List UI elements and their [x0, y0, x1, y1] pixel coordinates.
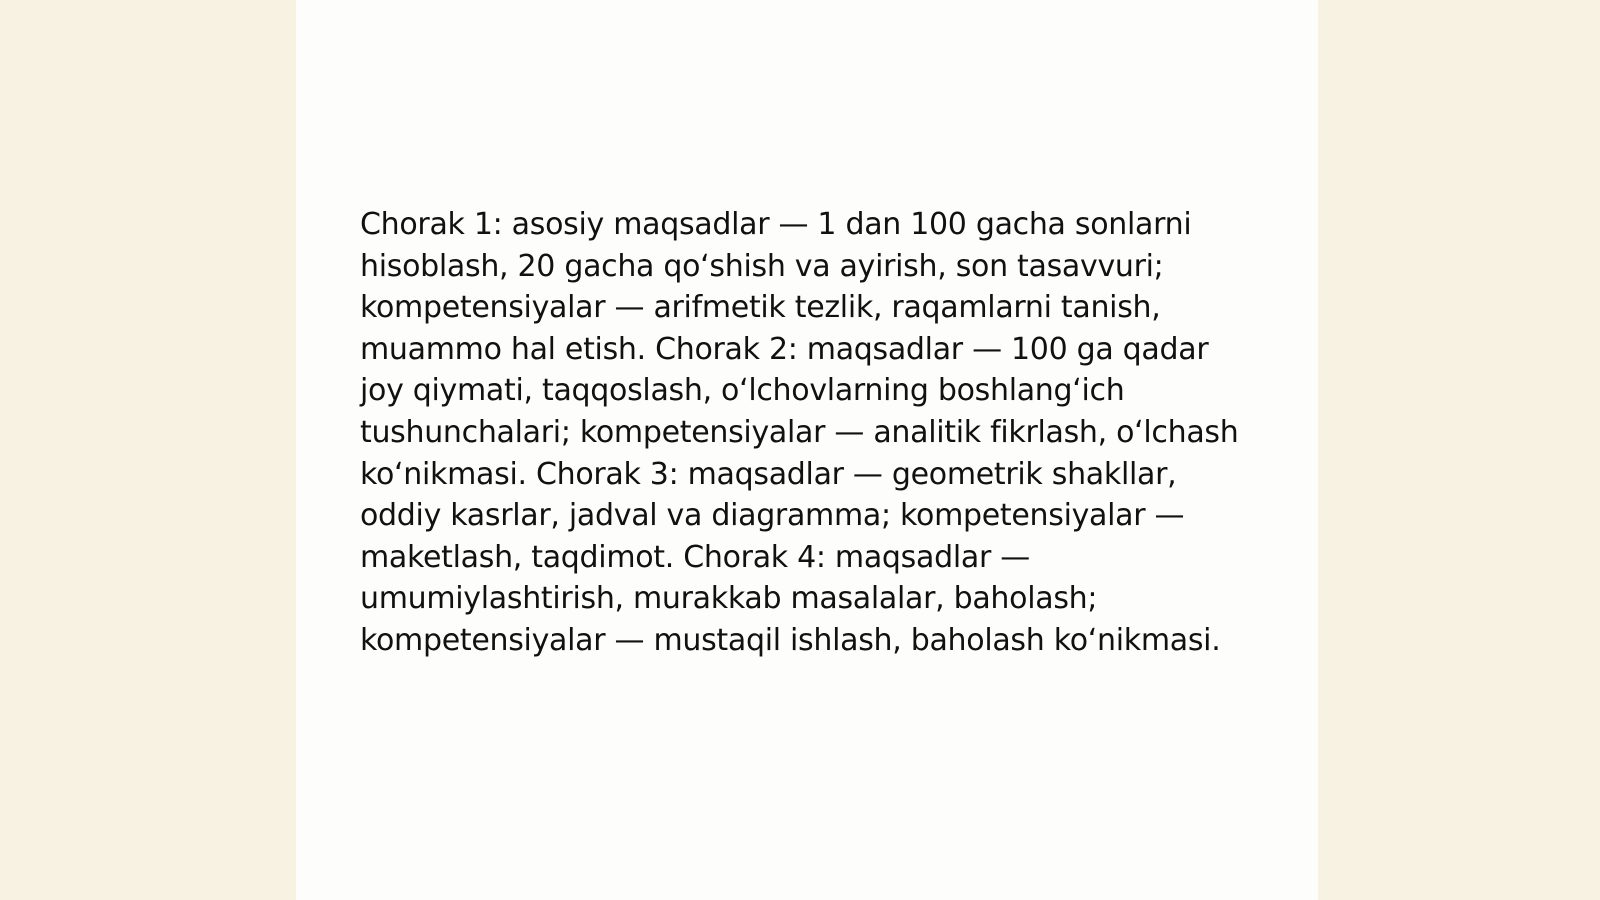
left-margin [0, 0, 296, 900]
right-margin [1318, 0, 1600, 900]
slide-body-text: Chorak 1: asosiy maqsadlar — 1 dan 100 gacha sonlarni hisoblash, 20 gacha qoʻshish va ayirish, son tasavvuri; kompetensiyalar — arifmetik tezlik, raqamlarni tanish, muammo hal etish. Chorak 2: maqsadlar — 100 ga qadar joy qiymati, taqqoslash, oʻlchovlarning boshlangʻich tushunchalari; kompetensiyalar — analitik fikrlash, oʻlchash koʻnikmasi. Chorak 3: maqsadlar — geometrik shakllar, oddiy kasrlar, jadval va diagramma; kompetensiyalar — maketlash, taqdimot. Chorak 4: maqsadlar — umumiylashtirish, murakkab masalalar, baholash; kompetensiyalar — mustaqil ishlash, baholash koʻnikmasi. [360, 207, 1239, 658]
slide [296, 0, 1318, 900]
